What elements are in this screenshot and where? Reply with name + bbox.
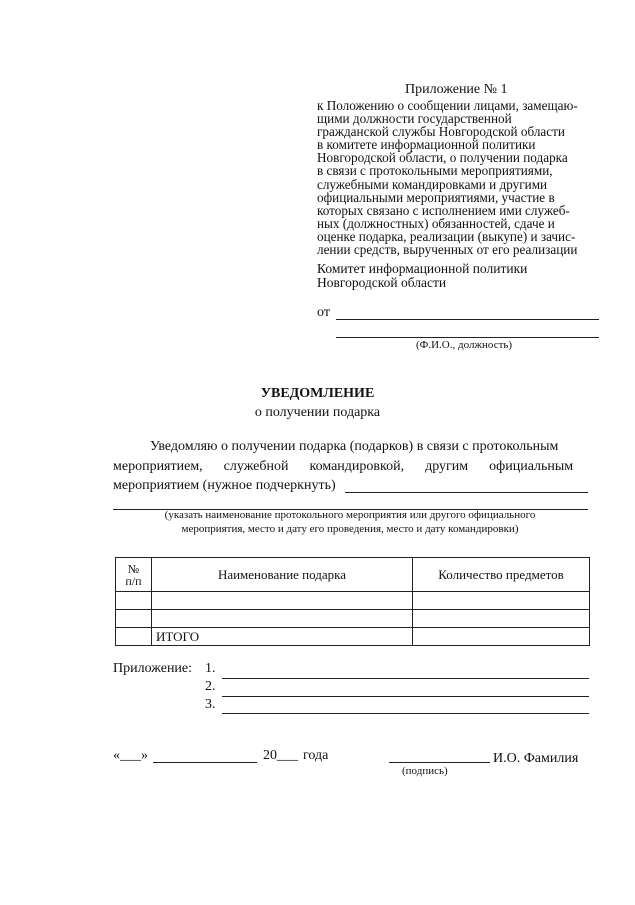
appendix-line: к Положению о сообщении лицами, замещаю-: [317, 98, 578, 113]
appendix-line: которых связано с исполнением ими служеб-: [317, 202, 570, 218]
body-line-1: Уведомляю о получении подарка (подарков) в связи с протокольным: [150, 439, 559, 454]
document-title: УВЕДОМЛЕНИЕ: [260, 386, 375, 401]
cell-total-label: ИТОГО: [152, 628, 413, 646]
appendix-line: лении средств, вырученных от его реализации: [317, 242, 578, 258]
appendix-line: щими должности государственной: [317, 111, 512, 127]
table-total-row: [116, 628, 590, 646]
attachments-label: Приложение:: [113, 661, 193, 676]
table-header-row: [116, 558, 590, 592]
from-field-line-2[interactable]: [336, 337, 599, 338]
attachment-field-3[interactable]: [222, 713, 589, 714]
appendix-line: гражданской службы Новгородской области: [317, 124, 565, 140]
body-line-3: мероприятием (нужное подчеркнуть): [113, 478, 336, 493]
appendix-title: Приложение № 1: [405, 82, 508, 97]
signature-hint: (подпись): [402, 765, 448, 777]
gifts-table: [115, 557, 590, 646]
appendix-line: ных (должностных) обязанностей, сдаче и: [317, 215, 555, 231]
signer-name: И.О. Фамилия: [493, 751, 579, 766]
recipient-line: Новгородской области: [317, 275, 447, 290]
event-hint-1: (указать наименование протокольного мероприятия или другого официального: [164, 509, 536, 521]
cell-qty[interactable]: [413, 610, 590, 628]
recipient-line: Комитет информационной политики: [317, 261, 528, 276]
event-hint-2: мероприятия, место и дату его проведения, место и дату командировки): [181, 523, 519, 535]
appendix-line: служебными командировками и другими: [317, 176, 548, 192]
appendix-line: оценке подарка, реализации (выкупе) и зачис-: [317, 228, 576, 244]
appendix-line: официальными мероприятиями, участие в: [317, 189, 555, 205]
appendix-description: [317, 99, 597, 256]
from-hint: (Ф.И.О., должность): [416, 339, 513, 351]
cell-num[interactable]: [116, 628, 152, 646]
cell-num[interactable]: [116, 610, 152, 628]
date-day: «___»: [113, 748, 148, 763]
from-label: от: [317, 305, 330, 320]
from-field-line-1[interactable]: [336, 319, 599, 320]
date-year-suffix: года: [303, 748, 329, 763]
attachment-field-2[interactable]: [222, 696, 589, 697]
col-qty-header: Количество предметов: [413, 558, 590, 592]
appendix-line: в комитете информационной политики: [317, 137, 536, 153]
event-field-line-1[interactable]: [345, 492, 588, 493]
table-row: [116, 592, 590, 610]
col-num-line: п/п: [125, 573, 142, 588]
table-row: [116, 610, 590, 628]
date-month-field[interactable]: [153, 762, 257, 763]
col-num-header: [116, 558, 152, 592]
body-line-2: мероприятием, служебной командировкой, другим официальным: [113, 459, 574, 474]
document-subtitle: о получении подарка: [254, 405, 381, 420]
cell-name[interactable]: [152, 592, 413, 610]
col-num-line: №: [127, 561, 140, 576]
cell-num[interactable]: [116, 592, 152, 610]
attachment-number: 3.: [205, 697, 216, 712]
appendix-line: в связи с протокольными мероприятиями,: [317, 163, 553, 179]
date-year: 20___: [263, 748, 298, 763]
signature-field[interactable]: [389, 762, 490, 763]
attachment-field-1[interactable]: [222, 678, 589, 679]
attachment-number: 1.: [205, 661, 216, 676]
col-name-header: Наименование подарка: [152, 558, 413, 592]
cell-total-qty[interactable]: [413, 628, 590, 646]
cell-name[interactable]: [152, 610, 413, 628]
recipient-block: [317, 262, 527, 290]
attachment-number: 2.: [205, 679, 216, 694]
appendix-line: Новгородской области, о получении подарка: [317, 150, 568, 166]
cell-qty[interactable]: [413, 592, 590, 610]
